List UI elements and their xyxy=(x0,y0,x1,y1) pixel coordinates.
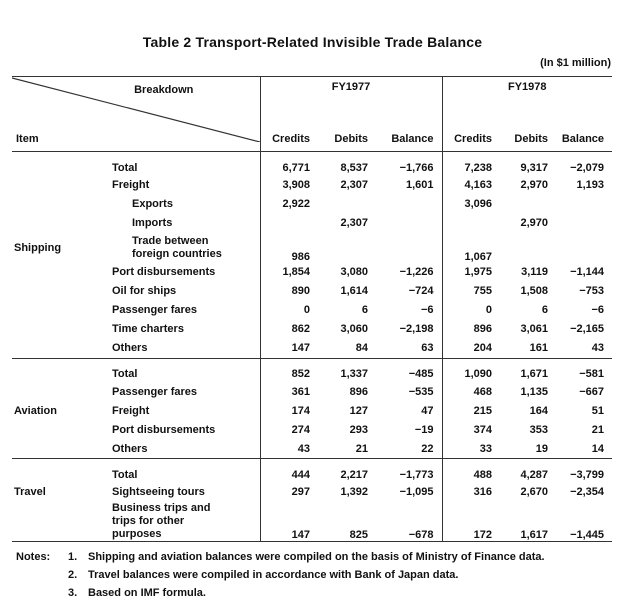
table-cell: 1,090 xyxy=(442,358,500,382)
table-cell: 1,135 xyxy=(520,385,549,398)
table-cell: 4,287 xyxy=(500,459,556,483)
table-cell: 3,908 xyxy=(260,176,318,195)
row-label: Freight xyxy=(112,404,150,417)
table-cell: −2,354 xyxy=(570,486,605,498)
table-cell: 2,307 xyxy=(340,217,369,229)
table-cell: 2,217 xyxy=(318,459,376,483)
table-cell: 0 xyxy=(260,301,318,320)
note-item: Based on IMF formula. xyxy=(88,587,206,599)
table-cell: 2,970 xyxy=(520,179,549,191)
table-cell xyxy=(442,214,500,233)
table-cell xyxy=(556,195,612,214)
table-cell: 1,392 xyxy=(340,486,369,498)
table-cell xyxy=(376,214,442,233)
table-row xyxy=(12,176,612,195)
row-label: Others xyxy=(112,442,148,455)
note-item: Shipping and aviation balances were compiled on the basis of Ministry of Finance data. xyxy=(88,551,545,563)
notes-section: Notes: 1. Shipping and aviation balances were compiled on the basis of Ministry of Finance data. 2. Travel balances were compiled in accordance with Bank of Japan data. 3. Based on IMF formula. xyxy=(16,551,545,599)
row-label: Port disbursements xyxy=(112,423,216,436)
row-label: Time charters xyxy=(112,323,184,335)
unit-note: (In $1 million) xyxy=(540,57,611,69)
trade-balance-table xyxy=(12,76,612,546)
table-cell: −2,165 xyxy=(570,323,605,335)
table-cell: 274 xyxy=(260,420,318,439)
table-cell: 14 xyxy=(591,442,605,455)
table-cell: 3,060 xyxy=(340,323,369,335)
breakdown-header: Breakdown xyxy=(134,84,194,96)
table-cell: 127 xyxy=(349,404,369,417)
table-cell: 293 xyxy=(349,423,369,436)
table-cell: 51 xyxy=(591,404,605,417)
table-row xyxy=(12,483,612,502)
table-cell: 172 xyxy=(442,502,500,542)
item-header: Item xyxy=(16,133,39,145)
table-cell: 33 xyxy=(442,439,500,459)
table-cell: 6 xyxy=(361,304,369,316)
table-cell: 147 xyxy=(260,502,318,542)
table-row xyxy=(12,339,612,359)
table-row xyxy=(12,439,612,459)
table-cell: 0 xyxy=(442,301,500,320)
table-cell: 4,163 xyxy=(442,176,500,195)
table-cell xyxy=(376,195,442,214)
table-cell: 896 xyxy=(442,320,500,339)
table-row xyxy=(12,282,612,301)
table-cell: 986 xyxy=(260,233,318,263)
table-cell: −581 xyxy=(556,358,612,382)
table-cell: 755 xyxy=(442,282,500,301)
table-cell: −535 xyxy=(408,385,434,398)
table-cell: 1,854 xyxy=(260,263,318,282)
table-cell: 468 xyxy=(442,382,500,401)
table-row xyxy=(12,320,612,339)
table-cell: 84 xyxy=(355,342,369,354)
column-header: Credits xyxy=(260,103,318,152)
table-cell: 2,307 xyxy=(340,179,369,191)
table-cell: 9,317 xyxy=(500,152,556,176)
table-cell: −678 xyxy=(408,528,434,541)
table-cell: 3,119 xyxy=(521,266,549,278)
table-cell: 21 xyxy=(591,423,605,436)
table-cell: 1,508 xyxy=(520,285,549,297)
table-cell: 161 xyxy=(529,342,549,354)
table-cell: −3,799 xyxy=(556,459,612,483)
table-cell: 852 xyxy=(260,358,318,382)
table-cell: 204 xyxy=(442,339,500,359)
table-row xyxy=(12,502,612,542)
table-cell: 353 xyxy=(529,423,549,436)
row-label: Imports xyxy=(132,217,173,229)
row-label: Passenger fares xyxy=(112,304,197,316)
table-row xyxy=(12,195,612,214)
table-cell: 1,975 xyxy=(442,263,500,282)
table-cell xyxy=(556,214,612,233)
note-item: Travel balances were compiled in accordance with Bank of Japan data. xyxy=(88,569,459,581)
table-row xyxy=(12,214,612,233)
table-cell: −1,766 xyxy=(376,152,442,176)
table-cell: 8,537 xyxy=(318,152,376,176)
table-cell: −1,445 xyxy=(570,528,605,541)
table-cell xyxy=(500,233,556,263)
table-cell xyxy=(376,233,442,263)
table-cell: 1,337 xyxy=(318,358,376,382)
table-cell: 6 xyxy=(541,304,549,316)
row-label: Port disbursements xyxy=(112,266,216,278)
table-cell: −753 xyxy=(579,285,605,297)
column-header: Credits xyxy=(442,103,500,152)
table-cell: −667 xyxy=(579,385,605,398)
table-cell: 3,061 xyxy=(520,323,549,335)
row-label: Business trips and trips for other purposes xyxy=(112,501,211,540)
table-title: Table 2 Transport-Related Invisible Trade Balance xyxy=(142,34,483,50)
table-cell: −6 xyxy=(420,304,434,316)
table-cell: 825 xyxy=(349,528,369,541)
group-label-aviation: Aviation xyxy=(14,404,57,417)
column-header: Debits xyxy=(318,103,376,152)
table-cell: 174 xyxy=(260,401,318,420)
table-cell: 3,096 xyxy=(442,195,500,214)
table-cell: 374 xyxy=(442,420,500,439)
table-row xyxy=(12,301,612,320)
table-cell: −485 xyxy=(376,358,442,382)
table-cell: −1,144 xyxy=(570,266,605,278)
table-cell: −1,226 xyxy=(399,266,434,278)
table-cell: 316 xyxy=(442,483,500,502)
table-cell: 1,193 xyxy=(576,179,605,191)
table-cell: 2,670 xyxy=(520,486,549,498)
fy1978-header: FY1978 xyxy=(508,81,547,93)
table-cell: 19 xyxy=(535,442,549,455)
column-header: Balance xyxy=(556,103,612,152)
row-label: Total xyxy=(92,358,260,382)
table-cell: 1,671 xyxy=(500,358,556,382)
row-label: Oil for ships xyxy=(112,285,177,297)
table-cell: 22 xyxy=(421,442,434,455)
table-cell: 1,601 xyxy=(405,179,434,191)
table-cell xyxy=(318,195,376,214)
column-header: Balance xyxy=(376,103,442,152)
table-cell: −1,095 xyxy=(399,486,434,498)
table-cell: −19 xyxy=(414,423,434,436)
table-cell: 488 xyxy=(442,459,500,483)
table-row xyxy=(12,152,612,176)
table-row xyxy=(12,233,612,263)
table-cell: 7,238 xyxy=(442,152,500,176)
table-cell: 1,617 xyxy=(520,528,549,541)
notes-label: Notes: xyxy=(16,551,51,563)
table-cell xyxy=(556,233,612,263)
row-label: Exports xyxy=(132,198,173,210)
table-cell: 6,771 xyxy=(260,152,318,176)
table-cell: 63 xyxy=(421,342,434,354)
row-label: Total xyxy=(92,152,260,176)
group-label-shipping: Shipping xyxy=(14,241,62,254)
table-cell: 2,922 xyxy=(260,195,318,214)
table-cell: 862 xyxy=(260,320,318,339)
table-cell: 444 xyxy=(260,459,318,483)
table-cell: 43 xyxy=(591,342,605,354)
table-row xyxy=(12,459,612,483)
table-row xyxy=(12,420,612,439)
table-row xyxy=(12,358,612,382)
table-cell: 164 xyxy=(529,404,549,417)
table-cell: −2,198 xyxy=(399,323,434,335)
table-cell: −1,773 xyxy=(376,459,442,483)
row-label: Trade between foreign countries xyxy=(132,234,222,260)
table-cell: 297 xyxy=(260,483,318,502)
table-cell: 147 xyxy=(260,339,318,359)
table-cell: 890 xyxy=(260,282,318,301)
table-cell: 1,614 xyxy=(340,285,369,297)
table-row xyxy=(12,382,612,401)
table-cell: −2,079 xyxy=(556,152,612,176)
table-cell xyxy=(500,195,556,214)
row-label: Others xyxy=(112,342,148,354)
table-cell: −6 xyxy=(591,304,605,316)
row-label: Total xyxy=(92,459,260,483)
table-cell: 1,067 xyxy=(442,233,500,263)
group-label-travel: Travel xyxy=(14,486,46,498)
row-label: Passenger fares xyxy=(112,385,197,398)
row-label: Freight xyxy=(112,179,150,191)
table-cell xyxy=(260,214,318,233)
table-cell xyxy=(318,233,376,263)
table-row xyxy=(12,263,612,282)
table-cell: 43 xyxy=(260,439,318,459)
table-cell: 361 xyxy=(260,382,318,401)
row-label: Sightseeing tours xyxy=(112,486,205,498)
table-cell: 215 xyxy=(442,401,500,420)
fy1977-header: FY1977 xyxy=(331,81,371,93)
table-cell: 2,970 xyxy=(520,217,549,229)
column-header: Debits xyxy=(500,103,556,152)
table-cell: 3,080 xyxy=(340,266,369,278)
table-cell: 47 xyxy=(421,404,434,417)
table-cell: 896 xyxy=(349,385,369,398)
table-row xyxy=(12,401,612,420)
table-cell: −724 xyxy=(408,285,434,297)
table-cell: 21 xyxy=(355,442,369,455)
